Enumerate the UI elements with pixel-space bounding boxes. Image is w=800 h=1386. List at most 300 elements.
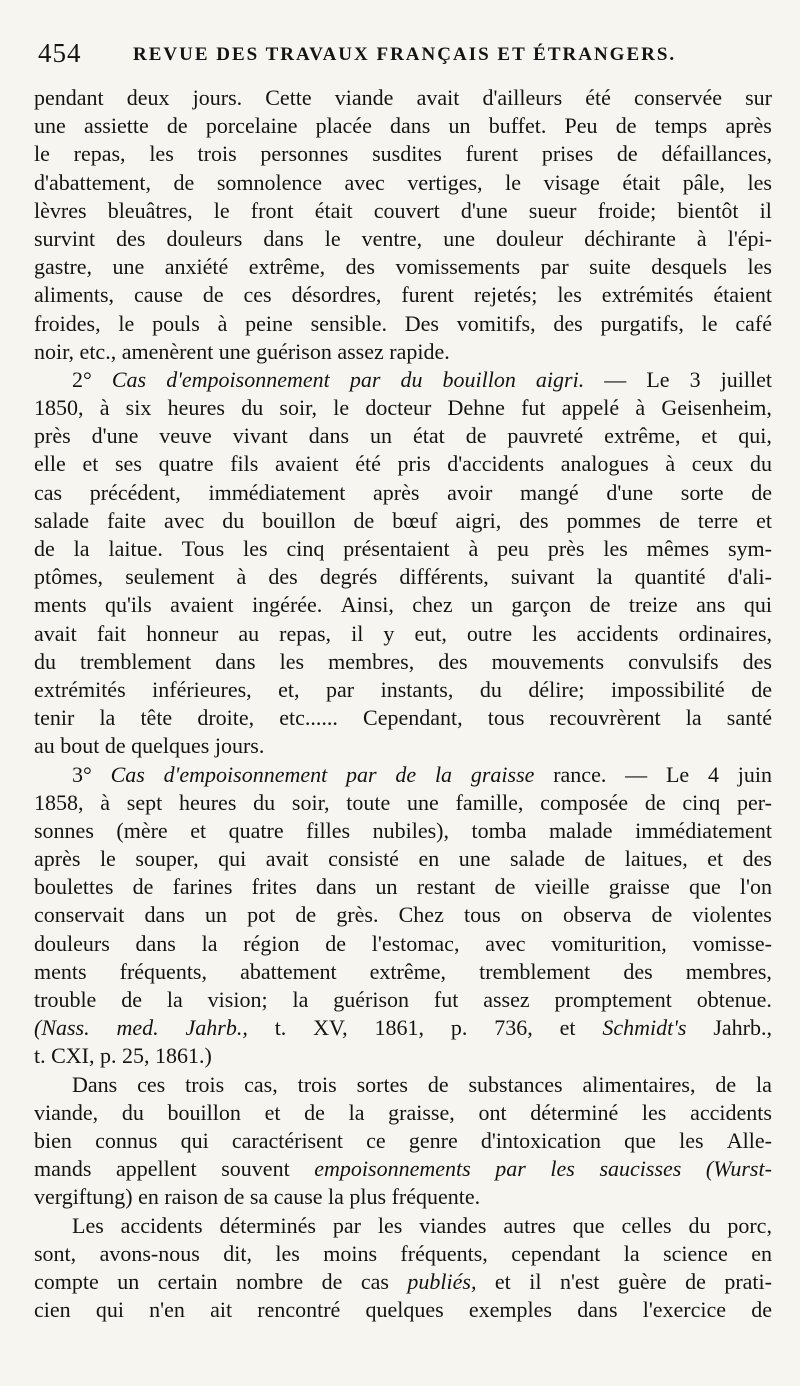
word: sortes xyxy=(356,1071,408,1097)
word: par xyxy=(326,676,355,702)
word: impossibilité xyxy=(611,676,725,702)
word: l'épi- xyxy=(727,225,772,251)
word: et xyxy=(756,507,772,533)
word: ces xyxy=(137,1071,166,1097)
word: Dehne xyxy=(447,395,505,421)
word: douleurs xyxy=(34,930,110,956)
word: de xyxy=(353,507,375,533)
word: jours. xyxy=(192,85,243,110)
word: santé xyxy=(726,705,772,731)
word: l'on xyxy=(739,874,772,900)
text-line xyxy=(34,422,772,450)
word: tous xyxy=(487,705,525,731)
word: malade xyxy=(549,817,613,843)
word: ce xyxy=(366,1127,386,1153)
word: avec xyxy=(344,169,385,195)
word: cas xyxy=(360,1268,389,1294)
word: graisse xyxy=(470,761,535,787)
word: mouvements xyxy=(491,648,605,674)
word: les xyxy=(641,1099,667,1125)
word: qui, xyxy=(738,423,772,449)
word: à xyxy=(99,395,110,421)
word: ait xyxy=(210,1297,233,1323)
word: de xyxy=(584,846,606,872)
word: fut xyxy=(433,987,459,1012)
word: de xyxy=(395,761,417,787)
word: observa xyxy=(562,902,632,928)
line-text: t. CXI, p. 25, 1861.) xyxy=(34,1043,212,1069)
word: par xyxy=(332,1212,361,1238)
word: il xyxy=(529,1268,542,1294)
word: sorte xyxy=(680,479,724,505)
word: furent xyxy=(401,282,454,308)
word: et xyxy=(190,817,207,843)
word: différents, xyxy=(399,564,489,590)
word: et xyxy=(701,423,718,449)
word: ans xyxy=(696,592,726,618)
word: qu'ils xyxy=(104,592,152,618)
word: n'est xyxy=(559,1268,600,1294)
word: d'empoisonnement xyxy=(163,761,328,787)
word: avait xyxy=(34,620,77,646)
word: abattement xyxy=(240,958,337,984)
word: Le xyxy=(665,761,690,787)
word: saucisses xyxy=(599,1156,682,1182)
word: personnes xyxy=(260,141,349,167)
word: soir, xyxy=(291,789,330,815)
word: le xyxy=(333,395,350,421)
word: sym- xyxy=(727,536,772,561)
word: n'en xyxy=(149,1297,185,1323)
word: tremblement xyxy=(80,648,192,674)
word: présentaient xyxy=(343,536,450,561)
word: extrême, xyxy=(604,423,681,449)
word: dans xyxy=(390,113,431,139)
word: des xyxy=(438,648,468,674)
word: les xyxy=(747,169,772,195)
word: cas xyxy=(34,479,63,505)
word: boulettes xyxy=(34,874,114,900)
word: filles xyxy=(306,817,351,843)
word: un xyxy=(205,902,228,928)
text-line xyxy=(34,761,772,789)
word: viande, xyxy=(34,1099,99,1125)
word: le xyxy=(505,169,521,195)
text-line xyxy=(34,366,772,394)
word: nombre xyxy=(235,1268,304,1294)
word: 4 xyxy=(707,761,719,787)
word: du xyxy=(688,1212,711,1238)
word: qui xyxy=(180,1127,209,1153)
word: avoir xyxy=(447,479,493,505)
word: heures xyxy=(178,789,237,815)
word: extrémités xyxy=(34,676,126,702)
word: et xyxy=(264,1099,281,1125)
word: défaillances, xyxy=(661,141,772,167)
word: dit, xyxy=(223,1240,252,1266)
word: dans xyxy=(215,648,256,674)
word: de xyxy=(325,930,347,956)
word: tête xyxy=(140,705,173,731)
word: empoisonnements xyxy=(314,1156,471,1182)
word: une xyxy=(443,225,475,251)
word: tremblement xyxy=(479,958,591,984)
word: Alle- xyxy=(726,1127,772,1153)
word: d'intoxication xyxy=(480,1127,601,1153)
word: et xyxy=(82,451,99,477)
word: la xyxy=(201,930,218,956)
word: de xyxy=(465,423,487,449)
word: graisse xyxy=(608,874,670,900)
word: le xyxy=(118,310,135,336)
word: la xyxy=(166,987,183,1012)
word: six xyxy=(125,395,152,421)
word: une xyxy=(112,254,145,280)
word: salade xyxy=(510,846,565,872)
word: Ainsi, xyxy=(340,592,394,618)
word: aigri, xyxy=(455,507,502,533)
word: de xyxy=(121,987,142,1012)
word: extrême, xyxy=(369,958,447,984)
text-line xyxy=(34,958,772,986)
word: cependant xyxy=(511,1240,601,1266)
word: frites xyxy=(251,874,297,900)
word: de xyxy=(644,789,666,815)
word: vomitifs, xyxy=(456,310,536,336)
word: famille, xyxy=(455,789,524,815)
word: conservée xyxy=(634,85,722,110)
word: vertiges, xyxy=(407,169,483,195)
word: laitues, xyxy=(624,846,688,872)
word: bouillon xyxy=(167,1099,241,1125)
word: d'une xyxy=(460,197,508,223)
word: et xyxy=(707,846,724,872)
word: d'accidents xyxy=(447,451,545,477)
word: composée xyxy=(540,789,629,815)
text-line xyxy=(34,1155,772,1183)
word: desquels xyxy=(651,254,727,280)
text-line xyxy=(34,479,772,507)
word: eut, xyxy=(414,620,447,646)
word: avec xyxy=(485,930,526,956)
word: accidents xyxy=(690,1099,772,1125)
page-header xyxy=(38,38,770,72)
word: déterminé xyxy=(530,1099,619,1125)
word: froides, xyxy=(34,310,101,336)
word: laitue. xyxy=(108,536,163,561)
word: Cependant, xyxy=(363,705,463,731)
text-line xyxy=(34,789,772,817)
text-line xyxy=(34,1268,772,1296)
word: café xyxy=(735,310,772,336)
word: de xyxy=(173,169,195,195)
word: les xyxy=(679,1127,704,1153)
word: pot xyxy=(247,902,276,928)
running-head: REVUE DES TRAVAUX FRANÇAIS ET ÉTRANGERS. xyxy=(133,44,677,65)
word: y xyxy=(383,620,395,646)
word: recouvrèrent xyxy=(549,705,661,731)
word: les xyxy=(149,141,174,167)
word: survint xyxy=(34,225,96,251)
word: était xyxy=(314,197,353,223)
text-line xyxy=(34,1071,772,1099)
word: treize xyxy=(628,592,678,618)
word: anxiété xyxy=(164,254,229,280)
word: prises xyxy=(541,141,594,167)
word: et xyxy=(494,1268,511,1294)
line-text: vergiftung) en raison de sa cause la plus fréquente. xyxy=(34,1184,481,1210)
word: et xyxy=(559,1015,576,1041)
word: pris xyxy=(397,451,431,477)
word: désordres, xyxy=(291,282,382,308)
word: de xyxy=(202,282,224,308)
word: de xyxy=(321,1268,343,1294)
word: dans xyxy=(144,902,185,928)
word: repas, xyxy=(279,620,332,646)
word: sueur xyxy=(528,197,577,223)
word: faite xyxy=(106,507,147,533)
word: le xyxy=(34,141,50,167)
word: de xyxy=(494,874,516,900)
word: 1850, xyxy=(34,395,84,421)
word: docteur xyxy=(365,395,432,421)
text-line xyxy=(34,253,772,281)
word: d'empoisonnement xyxy=(166,366,330,392)
word: accidents xyxy=(120,1212,203,1238)
word: par xyxy=(540,254,569,280)
word: de xyxy=(751,676,772,702)
word: les xyxy=(557,282,582,308)
word: en xyxy=(751,1240,772,1266)
word: ceux xyxy=(691,451,734,477)
word: ventre, xyxy=(361,225,423,251)
word: qui xyxy=(218,846,247,872)
word: trois xyxy=(197,141,237,167)
word: Cette xyxy=(265,85,312,110)
word: vivant xyxy=(232,423,288,449)
word: exemples xyxy=(468,1297,552,1323)
word: 1861, xyxy=(374,1015,424,1041)
word: couvert xyxy=(373,197,440,223)
word: XV, xyxy=(313,1015,348,1041)
word: sept xyxy=(126,789,163,815)
word: fait xyxy=(96,620,127,646)
word: à xyxy=(665,451,676,477)
word: membres, xyxy=(328,648,415,674)
word: Dans xyxy=(72,1071,118,1097)
word: — xyxy=(604,366,627,392)
word: pâle, xyxy=(682,169,725,195)
word: science xyxy=(663,1240,728,1266)
word: 3° xyxy=(72,761,92,787)
word: 2° xyxy=(72,366,92,392)
text-line xyxy=(34,450,772,478)
word: avait xyxy=(416,85,460,110)
word: ments xyxy=(34,592,87,618)
text-line xyxy=(34,901,772,929)
word: après xyxy=(373,479,420,505)
word: le xyxy=(324,225,341,251)
text-line xyxy=(34,845,772,873)
word: un xyxy=(370,423,393,449)
word: fréquents, xyxy=(119,958,207,984)
word: de xyxy=(166,113,188,139)
word: des xyxy=(268,564,298,590)
word: des xyxy=(116,225,146,251)
word: la xyxy=(434,761,453,787)
word: dans xyxy=(263,225,304,251)
word: avaient xyxy=(275,451,339,477)
word: froide; xyxy=(597,197,657,223)
word: tenir xyxy=(34,705,75,731)
text-line xyxy=(34,507,772,535)
word: région xyxy=(243,930,300,956)
word: tomba xyxy=(471,817,527,843)
word: à xyxy=(100,789,111,815)
word: outre xyxy=(466,620,513,646)
word: délire; xyxy=(528,676,585,702)
word: la xyxy=(623,1240,640,1266)
word: l'estomac, xyxy=(371,930,460,956)
word: toute xyxy=(346,789,391,815)
word: que xyxy=(688,874,721,900)
word: chez xyxy=(412,592,453,618)
word: farines xyxy=(172,874,233,900)
word: immédiatement xyxy=(635,817,772,843)
word: avec xyxy=(164,507,205,533)
word: dans xyxy=(316,874,357,900)
word: (mère xyxy=(116,817,168,843)
word: Cas xyxy=(110,761,145,787)
word: fils xyxy=(230,451,259,477)
word: bouillon xyxy=(262,507,336,533)
word: Tous xyxy=(181,536,225,561)
text-line xyxy=(34,930,772,958)
word: précédent, xyxy=(89,479,181,505)
text-line xyxy=(34,1240,772,1268)
word: vomisse- xyxy=(692,930,772,956)
word: de xyxy=(589,592,611,618)
word: juillet xyxy=(720,366,772,392)
word: Cas xyxy=(111,366,147,392)
word: mands xyxy=(34,1156,92,1182)
word: bien xyxy=(34,1127,72,1153)
word: fréquents, xyxy=(400,1240,488,1266)
word: cinq xyxy=(682,789,721,815)
word: front xyxy=(250,197,294,223)
word: des xyxy=(519,507,549,533)
word: Les xyxy=(72,1212,104,1238)
word: publiés, xyxy=(407,1268,477,1294)
word: les xyxy=(532,620,557,646)
word: droite, xyxy=(197,705,255,731)
word: mangé xyxy=(520,479,579,505)
word: le xyxy=(99,846,116,872)
text-line xyxy=(34,676,772,704)
word: des xyxy=(553,310,583,336)
word: peu xyxy=(497,536,529,561)
word: ses xyxy=(115,451,142,477)
word: degrés xyxy=(319,564,378,590)
word: du xyxy=(749,451,772,477)
word: furent xyxy=(465,141,519,167)
word: appellent xyxy=(116,1156,197,1182)
word: la xyxy=(292,987,309,1012)
word: certain xyxy=(157,1268,218,1294)
word: terre xyxy=(697,507,739,533)
word: prati- xyxy=(724,1268,772,1294)
word: du xyxy=(34,648,56,674)
word: elle xyxy=(34,451,66,477)
word: honneur xyxy=(146,620,219,646)
word: bœuf xyxy=(392,507,438,533)
word: Geisenheim, xyxy=(661,395,772,421)
word: Jahrb., xyxy=(185,1015,248,1041)
word: souper, xyxy=(135,846,199,872)
text-line xyxy=(34,563,772,591)
word: les xyxy=(603,536,628,561)
word: deux xyxy=(126,85,170,110)
word: de xyxy=(295,902,317,928)
word: convulsifs xyxy=(628,648,719,674)
word: aigri. xyxy=(535,366,585,392)
word: un xyxy=(117,1268,140,1294)
word: du xyxy=(253,789,276,815)
word: le xyxy=(213,197,230,223)
word: on xyxy=(520,902,543,928)
word: connus xyxy=(95,1127,158,1153)
word: de xyxy=(34,536,55,561)
word: porc, xyxy=(727,1212,772,1238)
word: quatre xyxy=(228,817,284,843)
word: suite xyxy=(589,254,631,280)
word: ptômes, xyxy=(34,564,104,590)
word: douleurs xyxy=(166,225,243,251)
word: à xyxy=(635,395,646,421)
word: avait xyxy=(265,846,309,872)
word: peine xyxy=(245,310,293,336)
word: per- xyxy=(736,789,772,815)
word: lèvres xyxy=(34,197,87,223)
word: de xyxy=(751,479,772,505)
word: analogues xyxy=(560,451,649,477)
word: consisté xyxy=(328,846,399,872)
word: et, xyxy=(278,676,300,702)
word: Schmidt's xyxy=(602,1015,687,1041)
word: suivant xyxy=(510,564,575,590)
text-line xyxy=(34,1042,772,1070)
word: assez xyxy=(483,987,530,1012)
word: Des xyxy=(404,310,439,336)
word: par xyxy=(495,1156,526,1182)
word: une xyxy=(34,113,66,139)
word: un xyxy=(471,592,493,618)
word: vomissements xyxy=(395,254,521,280)
word: appelé xyxy=(561,395,620,421)
word: douleur xyxy=(496,225,564,251)
text-line xyxy=(34,535,772,563)
word: substances xyxy=(468,1071,563,1097)
word: genre xyxy=(408,1127,458,1153)
word: de xyxy=(659,507,680,533)
word: les xyxy=(275,1240,300,1266)
word: celles xyxy=(621,1212,672,1238)
text-line xyxy=(34,620,772,648)
word: la xyxy=(73,536,90,561)
word: violentes xyxy=(692,902,772,928)
word: un xyxy=(375,874,398,900)
word: repas, xyxy=(73,141,126,167)
